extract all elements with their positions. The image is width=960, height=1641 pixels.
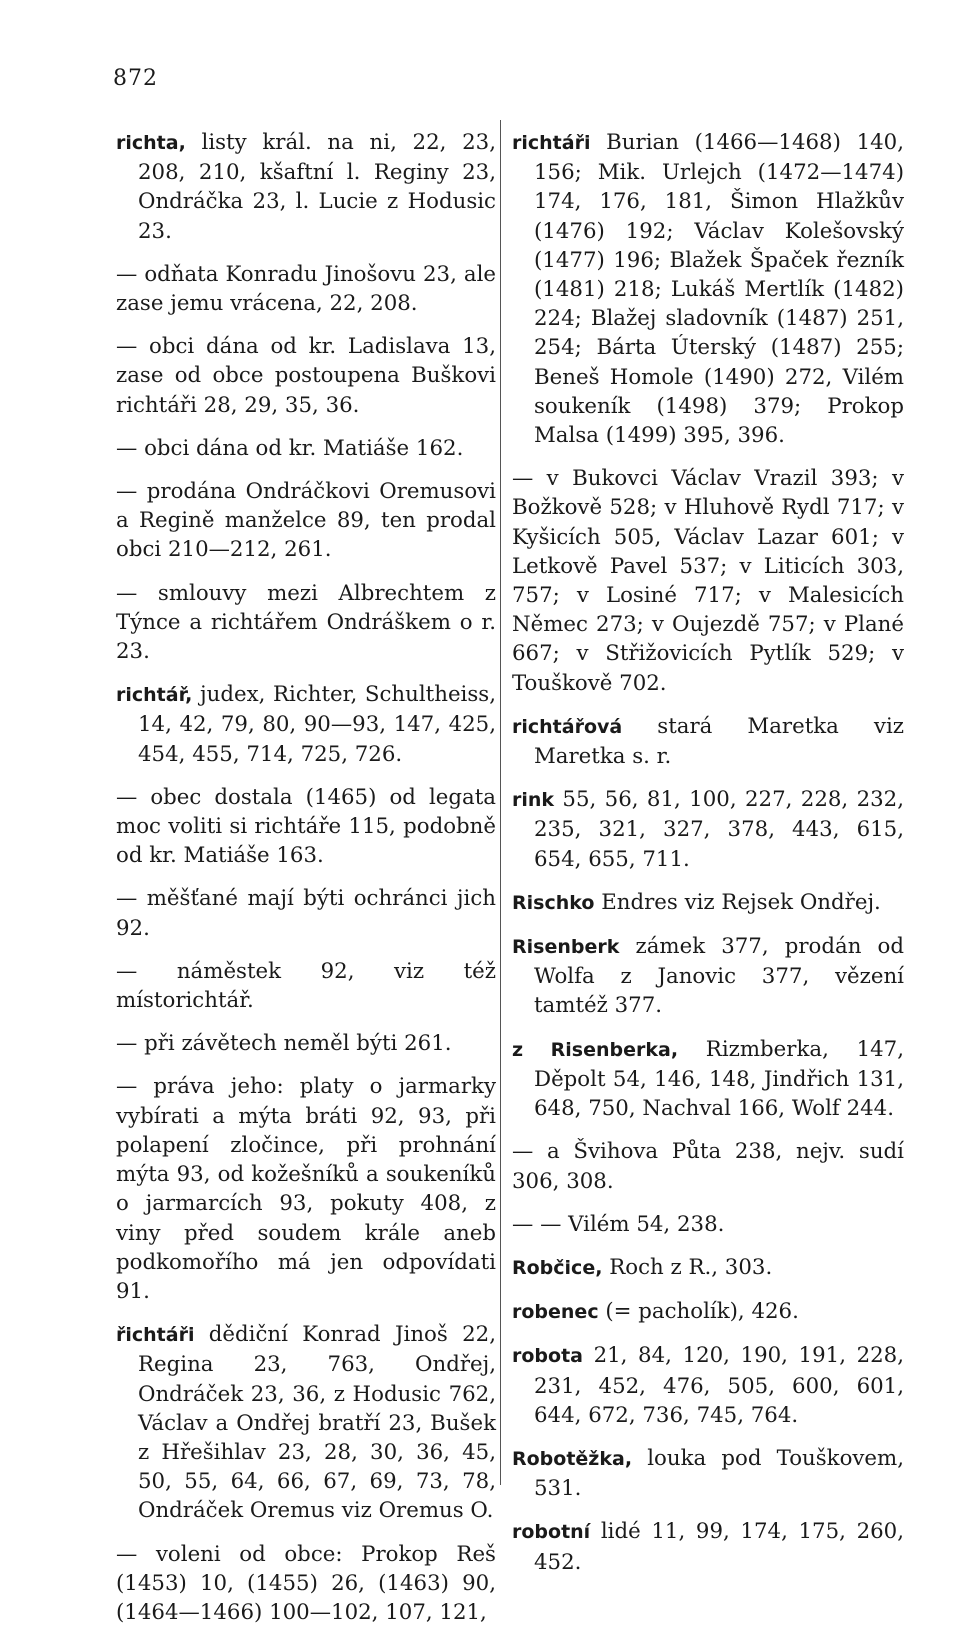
entry-headword: robota [512,1345,583,1368]
index-entry [512,1297,904,1327]
entry-headword: řichtáři [116,1324,195,1347]
entry-text: Rizmberka, 147, Děpolt 54, 146, 148, Jindřich 131, 648, 750, Nachval 166, Wolf 244. [534,1036,904,1122]
entry-text: — obci dána od kr. Matiáše 162. [116,435,464,461]
index-entry [512,1517,904,1576]
entry-text: — v Bukovci Václav Vrazil 393; v Božkově 528; v Hluhově Rydl 717; v Kyšicích 505, Václav Lazar 601; v Letkově Pavel 537; v Liticích 303, 757; v Losiné 717; v Malesicích Němec 273; v Oujezdě 757; v Plané 667; v Střižovicích Pytlík 529; v Touškově 702. [512,466,904,696]
entry-text: — náměstek 92, viz též místorichtář. [116,958,496,1014]
index-entry [512,128,904,450]
entry-headword: Rischko [512,891,595,914]
left-column [116,128,496,1641]
entry-headword: robenec [512,1301,599,1324]
entry-headword: richtářová [512,715,623,738]
index-entry [512,1253,904,1283]
index-entry [512,785,904,874]
entry-text: (= pacholík), 426. [598,1299,799,1325]
entry-headword: richtář, [116,684,193,707]
entry-text: zámek 377, prodán od Wolfa z Janovic 377, vězení tamtéž 377. [534,934,904,1019]
entry-text: — smlouvy mezi Albrechtem z Týnce a richtářem Ondráškem o r. 23. [116,580,496,665]
index-subentry [116,260,496,318]
index-entry [116,128,496,246]
entry-text: — měšťané mají býti ochránci jich 92. [116,886,496,941]
entry-headword: richtáři [512,132,591,154]
entry-text: — prodána Ondráčkovi Oremusovi a Regině manželce 89, ten prodal obci 210—212, 261. [116,479,496,563]
index-subentry [512,1210,904,1239]
entry-text: judex, Richter, Schultheiss, 14, 42, 79, 80, 90—93, 147, 425, 454, 455, 714, 725, 726. [138,682,496,767]
entry-text: stará Maretka viz Maretka s. r. [534,713,904,770]
entry-text: Burian (1466—1468) 140, 156; Mik. Urlejch (1472—1474) 174, 176, 181, Šimon Hlažkův (1476) 192; Václav Kolešovský (1477) 196; Blažek Špaček řezník (1481) 218; Lukáš Mertlík (1482) 224; Blažej sladovník (1487) 251, 254; Bárta Úterský (1487) 255; Beneš Homole (1490) 272, Vilém soukeník (1498) 379; Prokop Malsa (1499) 395, 396. [534,130,904,449]
index-subentry [116,884,496,942]
entry-headword: rink [512,789,555,812]
entry-text: 55, 56, 81, 100, 227, 228, 232, 235, 321, 327, 378, 443, 615, 654, 655, 711. [534,787,904,872]
entry-headword: robotní [512,1521,591,1544]
entry-text: — voleni od obce: Prokop Reš (1453) 10, (1455) 26, (1463) 90, (1464—1466) 100—102, 107, 121, [116,1541,496,1625]
entry-text: — při závětech neměl býti 261. [116,1031,452,1057]
entry-text: — odňata Konradu Jinošovu 23, ale zase jemu vrácena, 22, 208. [116,261,496,317]
index-entry [512,1444,904,1503]
entry-headword: richta, [116,132,186,154]
index-subentry [512,464,904,698]
index-subentry [116,1540,496,1628]
index-subentry [116,1072,496,1306]
index-entry [512,712,904,771]
entry-text: Roch z R., 303. [602,1254,773,1280]
column-divider [500,120,501,1485]
index-entry [512,888,904,918]
entry-text: — obci dána od kr. Ladislava 13, zase od obce postoupena Buškovi richtáři 28, 29, 35, 36. [116,334,496,418]
entry-text: — obec dostala (1465) od legata moc voliti si richtáře 115, podobně od kr. Matiáše 163. [116,784,496,869]
right-column [512,128,904,1591]
index-subentry [116,434,496,463]
index-subentry [116,477,496,565]
index-subentry [116,332,496,420]
entry-text: 21, 84, 120, 190, 191, 228, 231, 452, 476, 505, 600, 601, 644, 672, 736, 745, 764. [534,1343,904,1428]
entry-text: dědiční Konrad Jinoš 22, Regina 23, 763, Ondřej, Ondráček 23, 36, z Hodusic 762, Václav a Ondřej bratří 23, Bušek z Hřešihlav 23, 28, 30, 36, 45, 50, 55, 64, 66, 67, 69, 73, 78, Ondráček Oremus viz Oremus O. [138,1322,496,1524]
entry-headword: Robčice, [512,1256,603,1279]
index-entry [512,1035,904,1124]
entry-headword: z Risenberka, [512,1038,679,1061]
entry-text: listy král. na ni, 22, 23, 208, 210, kšaftní l. Reginy 23, Ondráčka 23, l. Lucie z Hodusic 23. [138,130,496,244]
index-subentry [116,783,496,871]
index-subentry [116,579,496,667]
index-subentry [512,1137,904,1195]
entry-text: — práva jeho: platy o jarmarky vybírati a mýta bráti 92, 93, při polapení zločince, při prohnání mýta 93, od kožešníků a soukeníků o jarmarcích 93, pokuty 408, z viny před soudem krále aneb podkomořího má jen odpovídati 91. [116,1074,496,1304]
entry-text: — — Vilém 54, 238. [512,1211,725,1237]
entry-headword: Robotěžka, [512,1447,633,1470]
entry-headword: Risenberk [512,936,620,959]
index-subentry [116,1029,496,1058]
index-entry [116,680,496,769]
index-entry [116,1320,496,1525]
page-number: 872 [113,66,158,91]
index-entry [512,1341,904,1430]
entry-text: — a Švihova Půta 238, nejv. sudí 306, 308. [512,1139,904,1194]
entry-text: lidé 11, 99, 174, 175, 260, 452. [534,1519,904,1575]
entry-text: louka pod Touškovem, 531. [534,1445,904,1502]
entry-text: Endres viz Rejsek Ondřej. [594,889,881,915]
index-subentry [116,957,496,1015]
index-entry [512,932,904,1021]
